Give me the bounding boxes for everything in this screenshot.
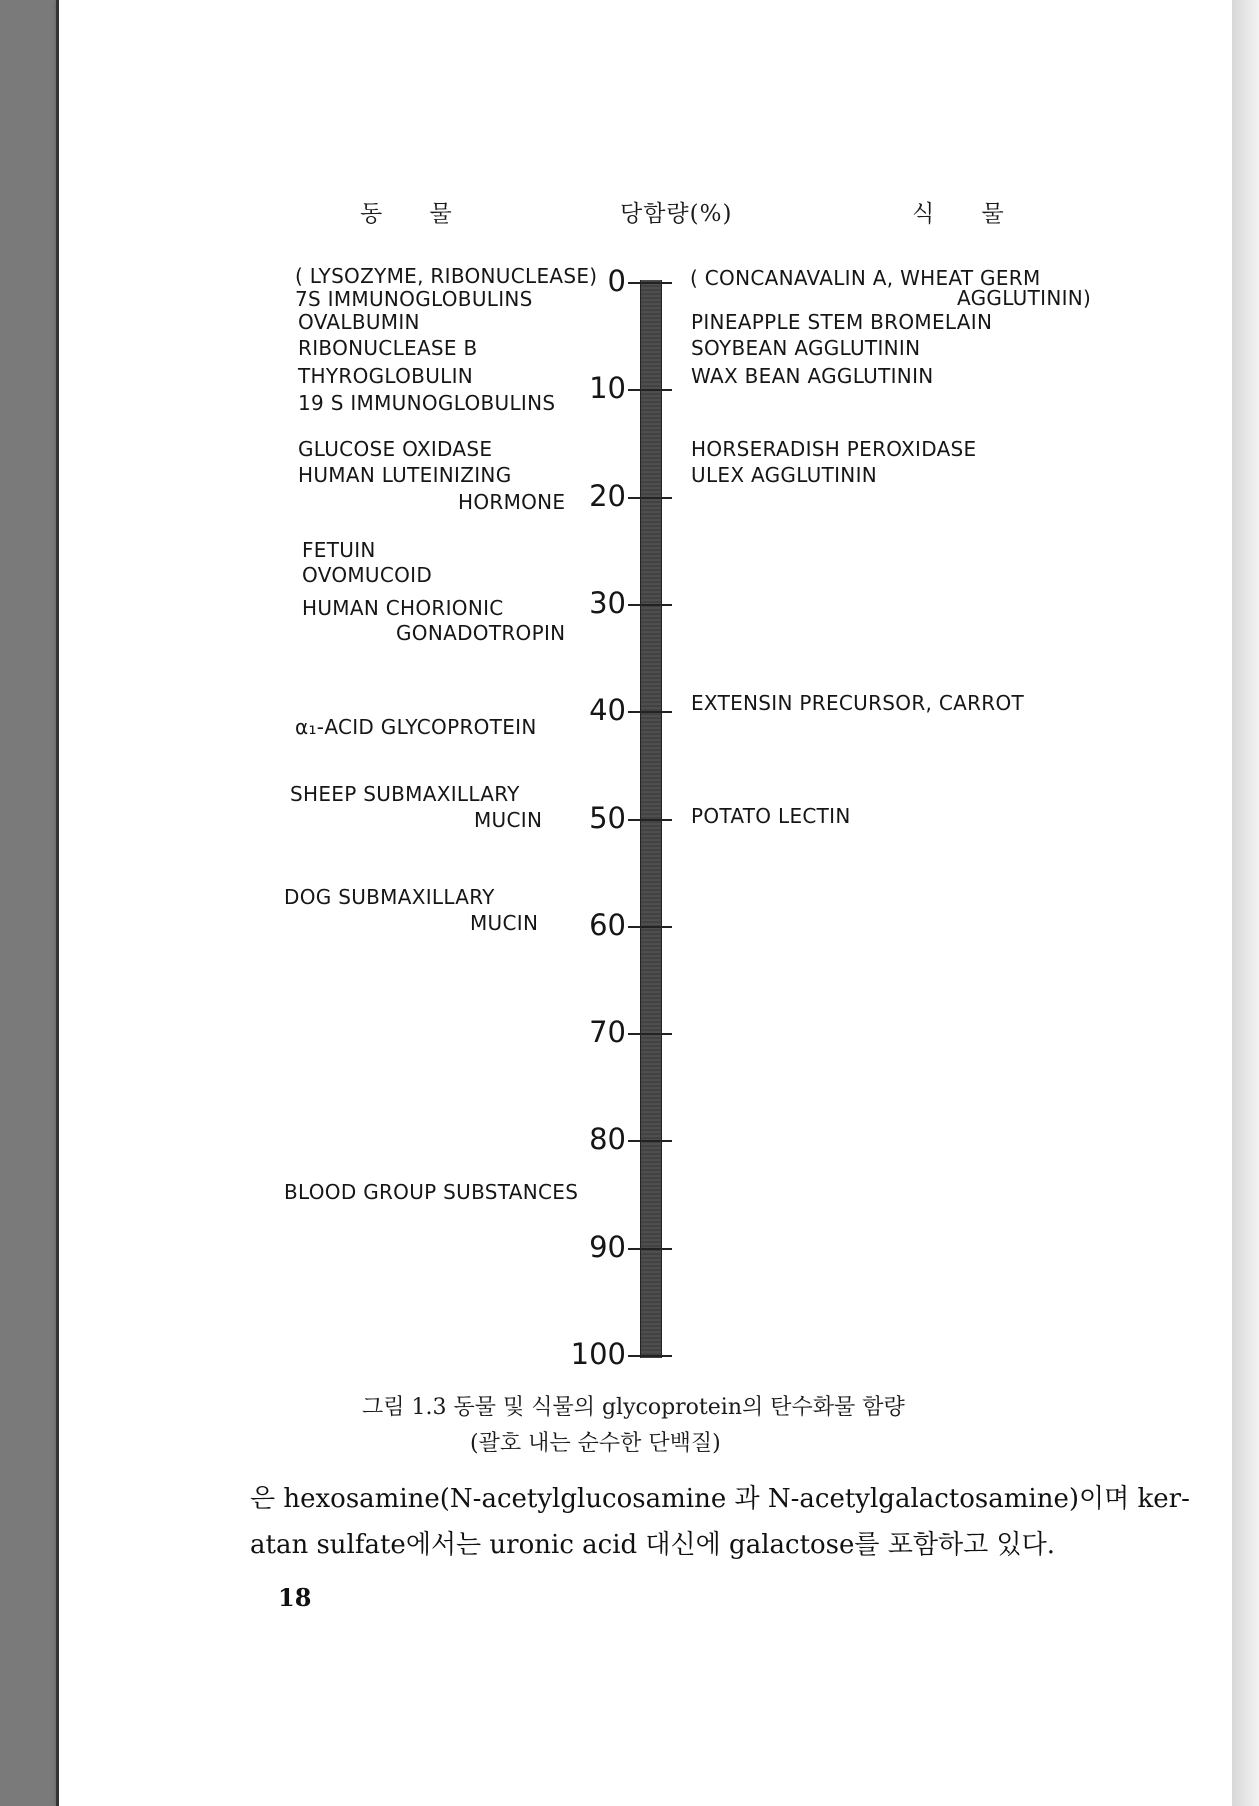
tick-mark-10 [628,389,672,391]
figure-caption-note: (괄호 내는 순수한 단백질) [470,1431,721,1456]
animal-label: GLUCOSE OXIDASE [298,437,493,461]
tick-label-90: 90 [589,1229,626,1264]
animal-label: OVOMUCOID [302,563,433,587]
tick-label-0: 0 [607,264,626,298]
animal-label: α₁-ACID GLYCOPROTEIN [295,715,537,739]
animal-label: HUMAN CHORIONIC [302,596,504,620]
tick-mark-90 [628,1248,672,1250]
figure-caption: 그림 1.3 동물 및 식물의 glycoprotein의 탄수화물 함량 [362,1395,905,1420]
header-animals: 동 물 [360,201,472,227]
animal-label: BLOOD GROUP SUBSTANCES [284,1180,579,1204]
animal-label: MUCIN [470,911,539,935]
tick-label-40: 40 [589,693,626,728]
header-plants: 식 물 [912,201,1024,227]
page-number: 18 [278,1583,312,1612]
tick-mark-20 [628,497,672,499]
animal-label: HORMONE [458,490,566,514]
animal-label: MUCIN [474,808,543,832]
animal-label: THYROGLOBULIN [298,364,474,388]
page-edge [1232,0,1259,1806]
tick-label-10: 10 [589,371,626,406]
plant-label: ULEX AGGLUTININ [691,463,878,487]
tick-label-20: 20 [589,478,626,513]
tick-label-60: 60 [589,907,626,942]
plant-label: PINEAPPLE STEM BROMELAIN [691,310,993,334]
tick-label-50: 50 [589,800,626,835]
animal-label: HUMAN LUTEINIZING [298,463,512,487]
tick-mark-50 [628,819,672,821]
animal-label: 19 S IMMUNOGLOBULINS [298,391,556,415]
tick-label-80: 80 [589,1122,626,1157]
animal-label: OVALBUMIN [298,310,420,334]
plant-label: AGGLUTININ) [957,286,1092,310]
animal-label: SHEEP SUBMAXILLARY [290,782,520,806]
tick-mark-40 [628,711,672,713]
header-carbohydrate-content: 당함량(%) [620,201,733,227]
tick-mark-100 [628,1355,672,1357]
body-text-line-1: 은 hexosamine(N-acetylglucosamine 과 N-acetylgalactosamine)이며 ker- [250,1484,1190,1514]
tick-mark-0 [628,282,672,284]
tick-mark-80 [628,1140,672,1142]
tick-label-70: 70 [589,1015,626,1050]
plant-label: SOYBEAN AGGLUTININ [691,336,921,360]
animal-label: DOG SUBMAXILLARY [284,885,495,909]
tick-mark-30 [628,604,672,606]
animal-label: ( LYSOZYME, RIBONUCLEASE) [295,264,598,288]
tick-mark-60 [628,926,672,928]
body-text-line-2: atan sulfate에서는 uronic acid 대신에 galactose를 포함하고 있다. [250,1530,1056,1560]
animal-label: FETUIN [302,538,376,562]
plant-label: ( CONCANAVALIN A, WHEAT GERM [690,266,1041,290]
tick-mark-70 [628,1033,672,1035]
tick-label-100: 100 [570,1337,626,1371]
plant-label: POTATO LECTIN [691,804,851,828]
animal-label: GONADOTROPIN [396,621,566,645]
plant-label: EXTENSIN PRECURSOR, CARROT [691,691,1025,715]
animal-label: 7S IMMUNOGLOBULINS [295,287,533,311]
plant-label: WAX BEAN AGGLUTININ [691,364,934,388]
animal-label: RIBONUCLEASE B [298,336,478,360]
tick-label-30: 30 [589,585,626,620]
plant-label: HORSERADISH PEROXIDASE [691,437,977,461]
